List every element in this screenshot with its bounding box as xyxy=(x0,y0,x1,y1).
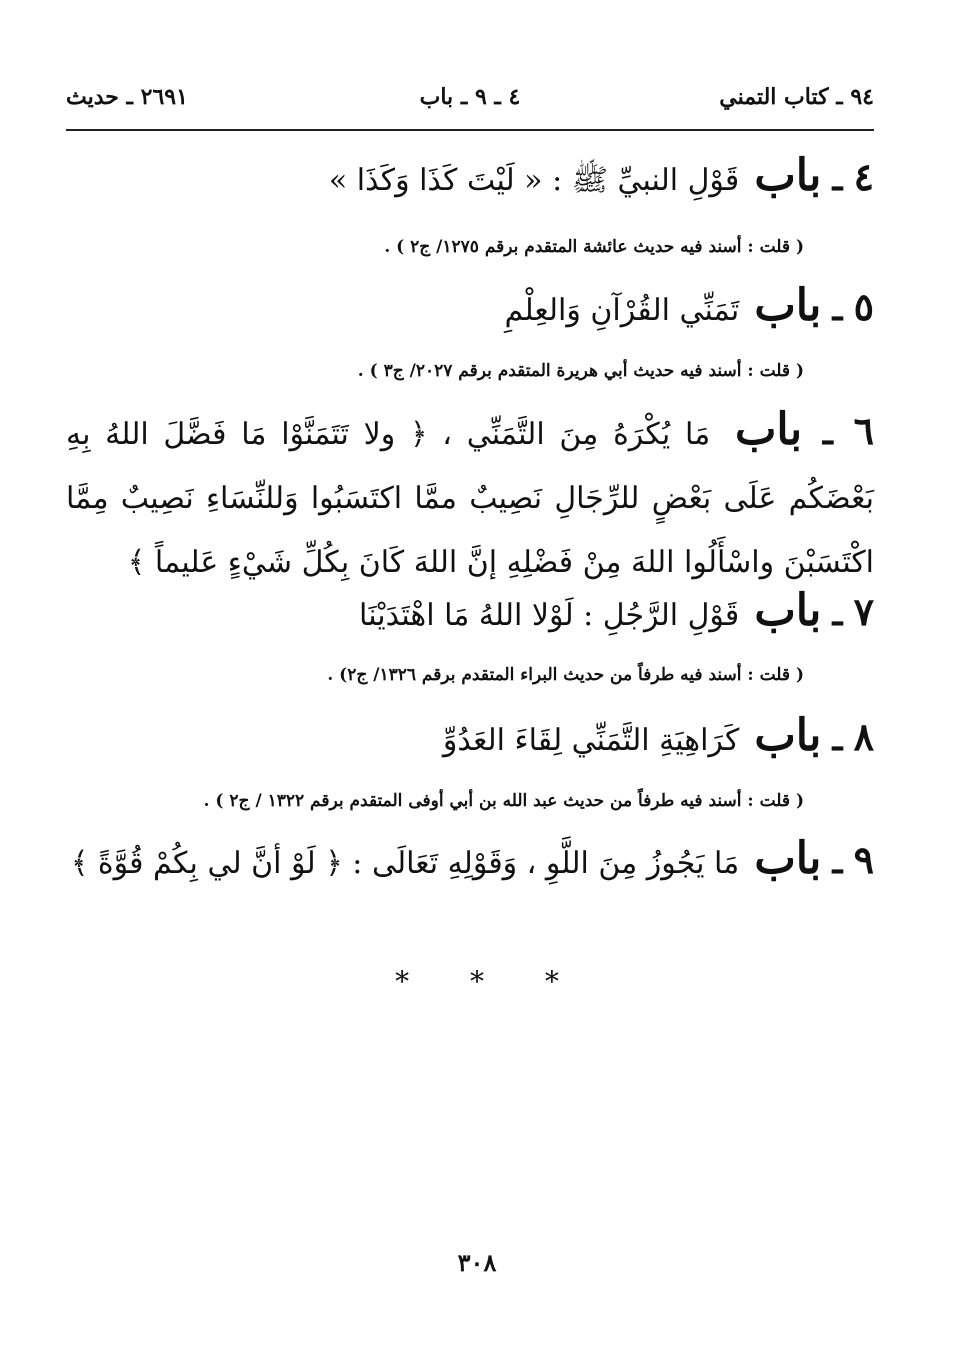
bab-note-8: ( قلت : أسند فيه طرفاً من حديث عبد الله بن أبي أوفى المتقدم برقم ١٣٢٢ / ج٢ ) . xyxy=(203,791,804,811)
bab-title: قَوْلِ الرَّجُلِ : لَوْلا اللهُ مَا اهْتَدَيْنَا xyxy=(359,598,740,633)
bab-title: مَا يَجُوزُ مِنَ اللَّوِ ، وَقَوْلِهِ تَعَالَى : ﴿ لَوْ أنَّ لي بِكُمْ قُوَّةً ﴾ xyxy=(70,846,740,881)
bab-word: باب xyxy=(754,710,822,761)
bab-heading-5 xyxy=(74,280,874,331)
bab-note-5: ( قلت : أسند فيه حديث أبي هريرة المتقدم برقم ٢٠٢٧/ ج٣ ) . xyxy=(357,361,804,381)
section-separator xyxy=(0,965,954,998)
bab-title: قَوْلِ النبيِّ ﷺ : « لَيْتَ كَذَا وَكَذَا » xyxy=(328,163,740,198)
bab-number: ٤ xyxy=(853,154,874,199)
bab-title: مَا يُكْرَهُ مِنَ التَّمَنِّي ، ﴿ ولا تَتَمَنَّوْا مَا فَضَّلَ اللهُ بِهِ بَعْضَكُم عَلَى بَعْضٍ للرِّجَالِ نَصِيبٌ ممَّا اكتَسَبُوا وَللنِّسَاءِ نَصِيبٌ مِمَّا اكْتَسَبْنَ واسْأَلُوا اللهَ مِنْ فَضْلِهِ إنَّ اللهَ كَانَ بِكُلِّ شَيْءٍ عَليماً ﴾ xyxy=(66,417,874,580)
asterisk-icon: * xyxy=(395,965,410,998)
bab-number: ٥ xyxy=(853,284,874,329)
bab-separator: ـ xyxy=(832,159,843,199)
bab-heading-4 xyxy=(74,150,874,205)
bab-separator: ـ xyxy=(832,594,843,634)
running-head-hadith-number: ٢٦٩١ ـ حديث xyxy=(66,84,188,110)
page-number: ٣٠٨ xyxy=(457,1248,497,1277)
bab-heading-7 xyxy=(74,585,874,636)
bab-separator: ـ xyxy=(832,842,843,882)
running-head-section-range: ٤ ـ ٩ ـ باب xyxy=(419,84,521,110)
bab-number: ٨ xyxy=(853,714,874,759)
bab-title: كَرَاهِيَةِ التَّمَنِّي لِقَاءَ العَدُوِّ xyxy=(442,723,740,758)
bab-word: باب xyxy=(754,585,822,636)
bab-note-4: ( قلت : أسند فيه حديث عائشة المتقدم برقم ١٢٧٥/ ج٢ ) . xyxy=(384,237,804,257)
bab-separator: ـ xyxy=(832,289,843,329)
bab-separator: ـ xyxy=(822,413,833,453)
bab-word: باب xyxy=(754,833,822,884)
bab-number: ٩ xyxy=(853,837,874,882)
bab-word: باب xyxy=(754,280,822,331)
bab-heading-8 xyxy=(74,710,874,761)
bab-heading-6 xyxy=(66,398,874,595)
bab-word: باب xyxy=(754,150,822,201)
asterisk-icon: * xyxy=(470,965,484,998)
bab-title: تَمَنِّي القُرْآنِ وَالعِلْمِ xyxy=(504,293,740,328)
bab-number: ٦ xyxy=(853,408,874,453)
bab-note-7: ( قلت : أسند فيه طرفاً من حديث البراء المتقدم برقم ١٣٢٦/ ج٢) . xyxy=(327,665,804,685)
bab-separator: ـ xyxy=(832,719,843,759)
header-rule xyxy=(66,129,874,131)
running-head-chapter: ٩٤ ـ كتاب التمني xyxy=(719,84,874,110)
bab-heading-9 xyxy=(70,833,874,884)
bab-word: باب xyxy=(735,404,803,455)
bab-number: ٧ xyxy=(853,589,874,634)
asterisk-icon: * xyxy=(544,965,559,998)
running-head xyxy=(66,84,874,124)
